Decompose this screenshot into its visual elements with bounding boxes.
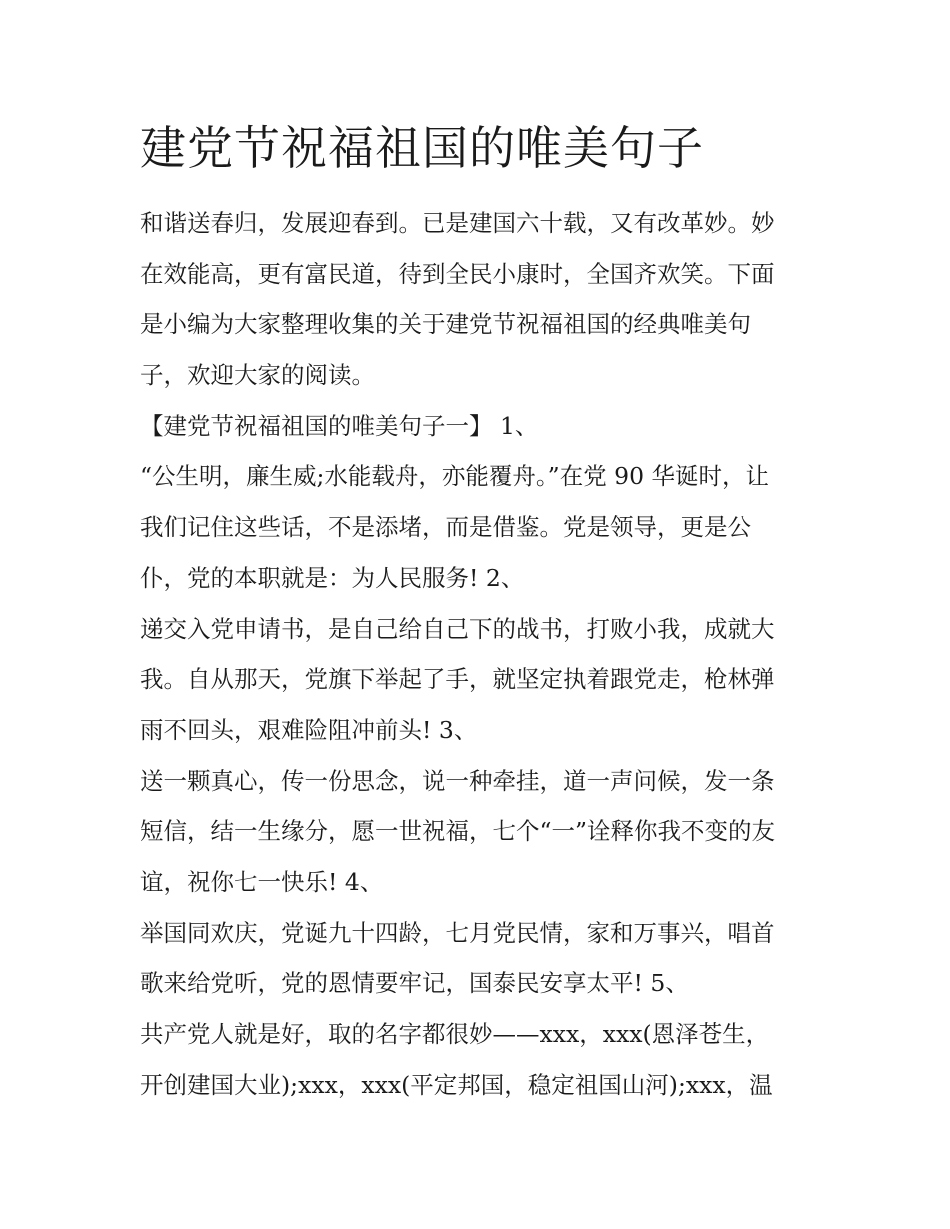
body-line: 送一颗真心，传一份思念，说一种牵挂，道一声问候，发一条 xyxy=(140,766,775,795)
body-line: “公生明，廉生威;水能载舟，亦能覆舟。”在党 90 华诞时，让 xyxy=(140,462,770,491)
body-line: 递交入党申请书，是自己给自己下的战书，打败小我，成就大 xyxy=(140,614,775,643)
body-line: 谊，祝你七一快乐! 4、 xyxy=(140,867,384,896)
body-line: 仆，党的本职就是：为人民服务! 2、 xyxy=(140,563,525,592)
body-line: 是小编为大家整理收集的关于建党节祝福祖国的经典唯美句 xyxy=(140,310,751,339)
body-line: 在效能高，更有富民道，待到全民小康时，全国齐欢笑。下面 xyxy=(140,259,775,288)
document-page xyxy=(140,112,820,1110)
document-body xyxy=(140,198,820,1110)
section-heading: 【建党节祝福祖国的唯美句子一】 1、 xyxy=(140,411,539,440)
body-line: 共产党人就是好，取的名字都很妙——xxx，xxx(恩泽苍生， xyxy=(140,1020,770,1048)
body-line: 短信，结一生缘分，愿一世祝福，七个“一”诠释你我不变的友 xyxy=(140,817,776,846)
body-line: 雨不回头，艰难险阻冲前头! 3、 xyxy=(140,715,478,744)
body-line: 子，欢迎大家的阅读。 xyxy=(140,361,375,390)
body-line: 我们记住这些话，不是添堵，而是借鉴。党是领导，更是公 xyxy=(140,513,751,542)
body-line: 举国同欢庆，党诞九十四龄，七月党民情，家和万事兴，唱首 xyxy=(140,918,775,947)
body-line: 开创建国大业);xxx，xxx(平定邦国，稳定祖国山河);xxx，温 xyxy=(140,1070,773,1099)
body-line: 我。自从那天，党旗下举起了手，就坚定执着跟党走，枪林弹 xyxy=(140,665,775,694)
body-line: 和谐送春归，发展迎春到。已是建国六十载，又有改革妙。妙 xyxy=(140,209,775,237)
body-line: 歌来给党听，党的恩情要牢记，国泰民安享太平! 5、 xyxy=(140,969,689,998)
document-title: 建党节祝福祖国的唯美句子 xyxy=(140,121,704,175)
